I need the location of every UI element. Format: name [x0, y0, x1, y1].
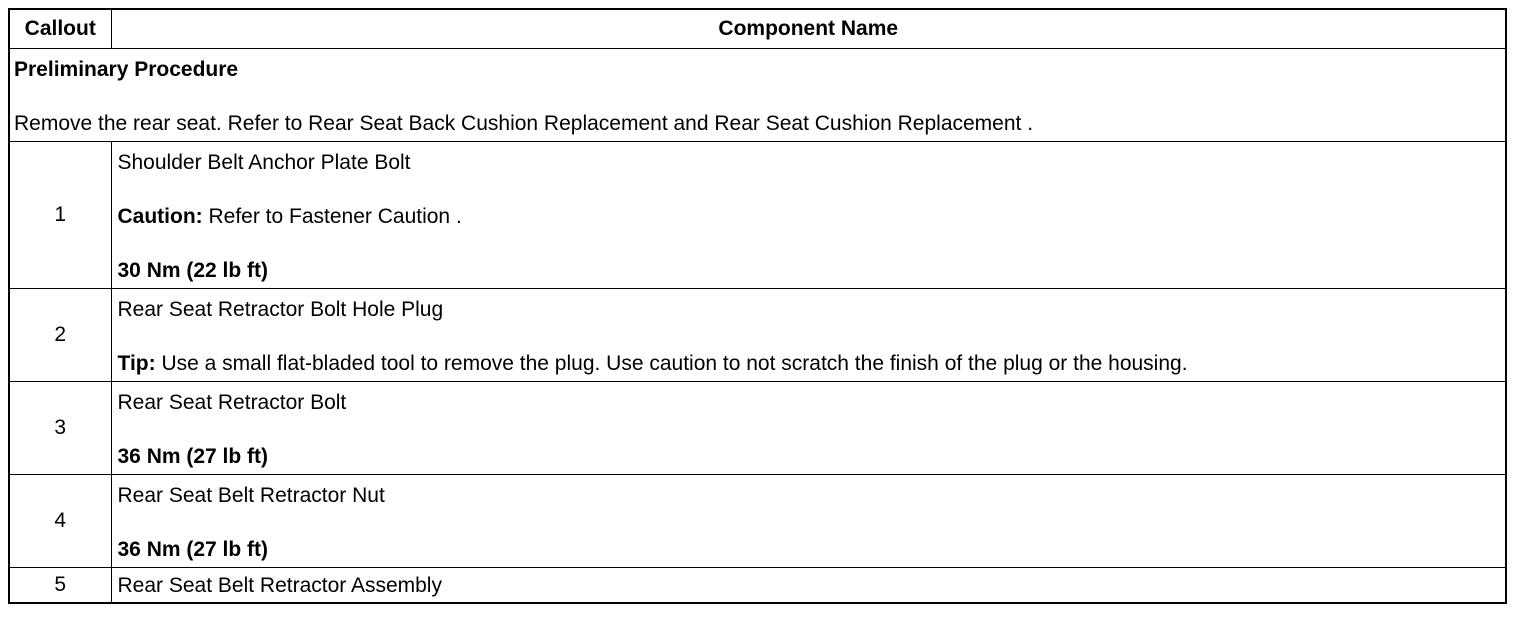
component-name-column-header: Component Name [111, 9, 1506, 49]
caution-note [118, 203, 1500, 230]
component-cell [111, 382, 1506, 475]
component-name: Shoulder Belt Anchor Plate Bolt [117, 151, 411, 174]
callout-number: 4 [9, 475, 111, 568]
component-name: Rear Seat Retractor Bolt Hole Plug [117, 298, 444, 321]
component-name: Rear Seat Retractor Bolt [117, 391, 347, 414]
caution-text: Refer to Fastener Caution . [202, 205, 462, 228]
callout-column-header: Callout [9, 9, 111, 49]
preliminary-procedure-cell [9, 49, 1506, 142]
callout-number: 1 [9, 142, 111, 289]
table-row [9, 142, 1506, 289]
torque-spec: 36 Nm (27 lb ft) [117, 445, 269, 468]
component-name: Rear Seat Belt Retractor Assembly [117, 574, 442, 597]
header-row [9, 9, 1506, 49]
torque-spec: 30 Nm (22 lb ft) [117, 259, 269, 282]
component-cell [111, 568, 1506, 604]
preliminary-procedure-text: Remove the rear seat. Refer to Rear Seat Back Cushion Replacement and Rear Seat Cushion Replacement . [14, 112, 1034, 135]
callout-number: 5 [9, 568, 111, 604]
preliminary-procedure-heading: Preliminary Procedure [14, 58, 239, 81]
component-cell [111, 475, 1506, 568]
preliminary-procedure-row [9, 49, 1506, 142]
tip-label: Tip: [117, 352, 156, 375]
tip-note [118, 350, 1500, 377]
torque-spec: 36 Nm (27 lb ft) [117, 538, 269, 561]
component-cell [111, 289, 1506, 382]
callout-table [8, 8, 1507, 604]
tip-text: Use a small flat-bladed tool to remove the plug. Use caution to not scratch the finish of the plug or the housing. [155, 352, 1188, 375]
table-row [9, 289, 1506, 382]
component-name: Rear Seat Belt Retractor Nut [117, 484, 385, 507]
table-row [9, 382, 1506, 475]
callout-number: 3 [9, 382, 111, 475]
component-cell [111, 142, 1506, 289]
caution-label: Caution: [117, 205, 203, 228]
procedure-sheet [8, 8, 1507, 604]
callout-number: 2 [9, 289, 111, 382]
table-row [9, 568, 1506, 604]
table-row [9, 475, 1506, 568]
